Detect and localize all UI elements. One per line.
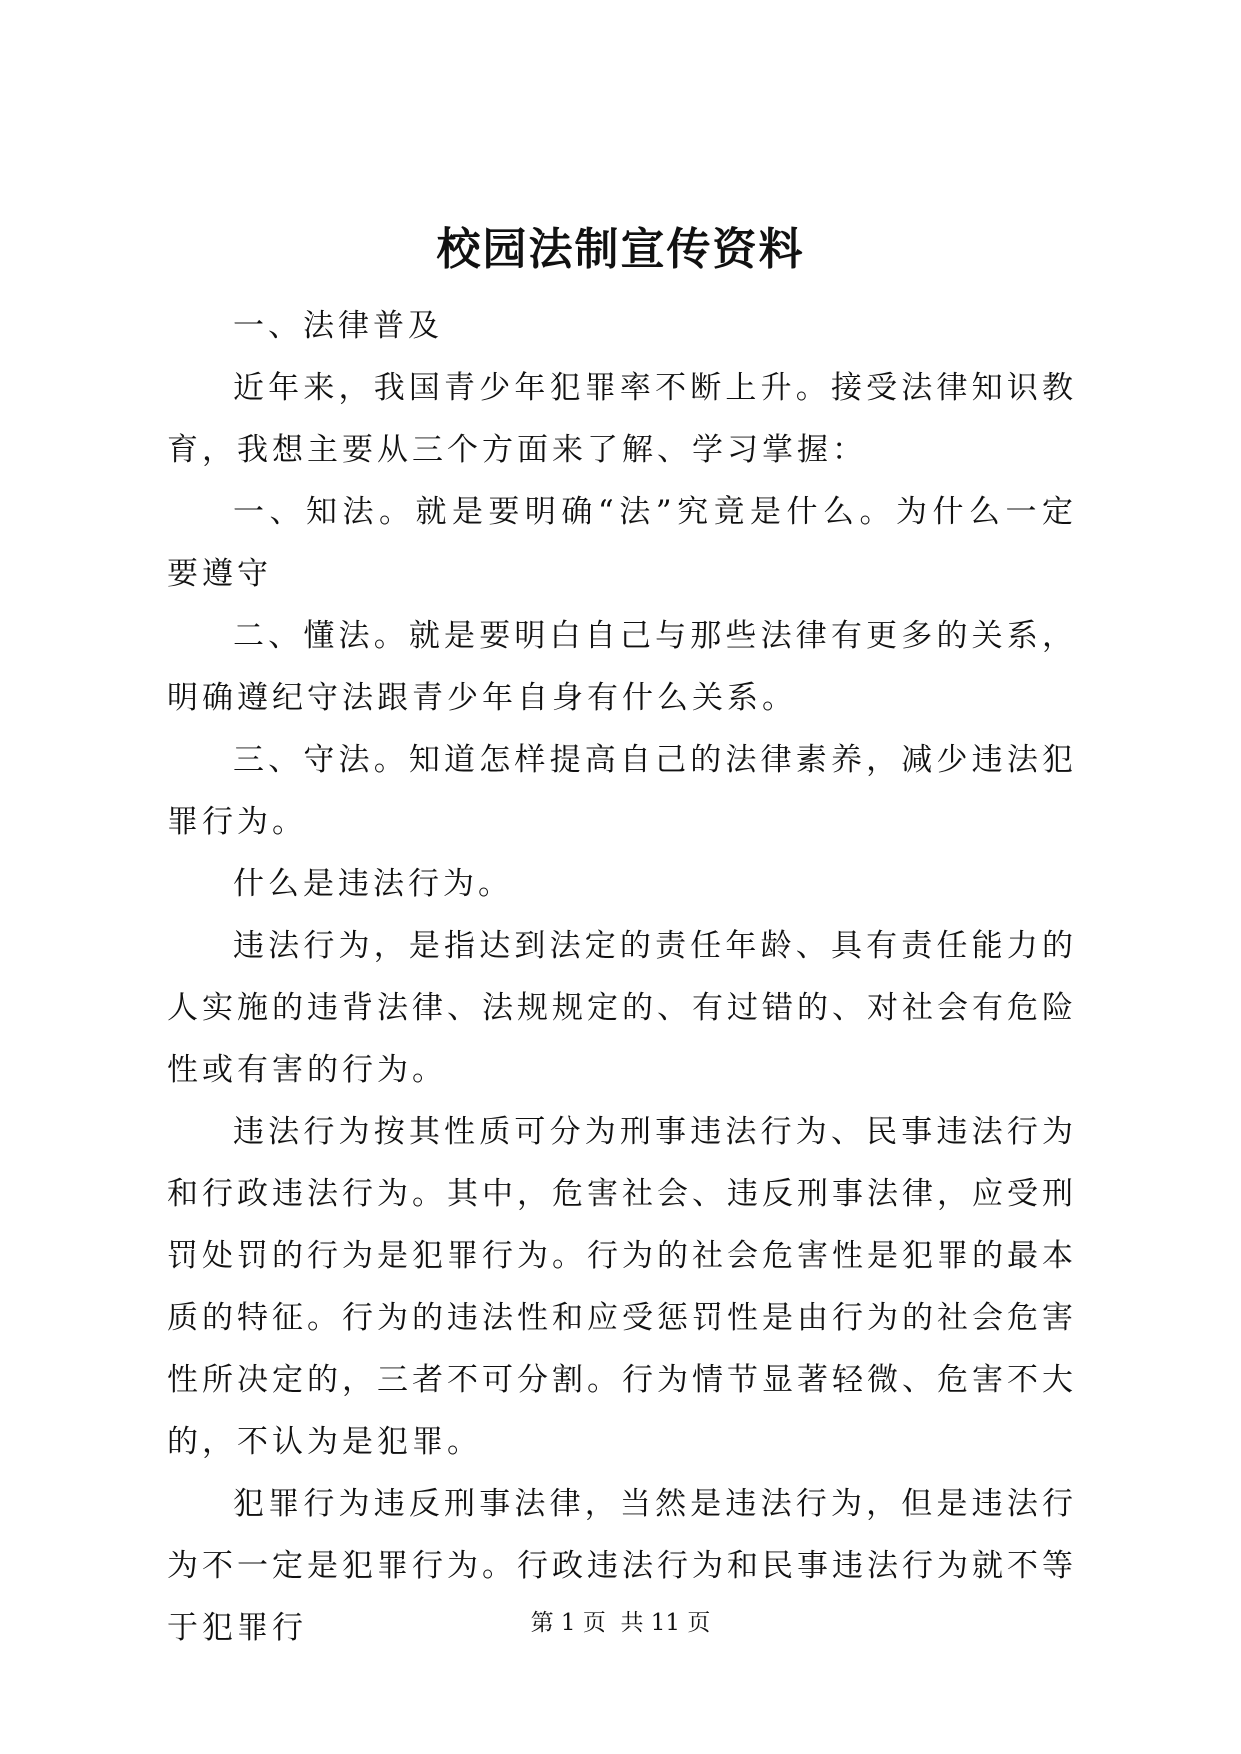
paragraph: 三、守法。知道怎样提高自己的法律素养，减少违法犯罪行为。 (167, 742, 1077, 840)
document-title: 校园法制宣传资料 (436, 224, 805, 275)
paragraph: 一、法律普及 (233, 308, 443, 344)
paragraph: 什么是违法行为。 (233, 866, 513, 902)
paragraph: 违法行为，是指达到法定的责任年龄、具有责任能力的人实施的违背法律、法规规定的、有过错的、对社会有危险性或有害的行为。 (167, 928, 1077, 1088)
paragraph: 二、懂法。就是要明白自己与那些法律有更多的关系，明确遵纪守法跟青少年自身有什么关系。 (167, 618, 1077, 716)
page-number-label: 第 1 页 共 11 页 (530, 1610, 711, 1636)
page-footer (0, 1608, 1241, 1638)
paragraph: 犯罪行为违反刑事法律，当然是违法行为，但是违法行为不一定是犯罪行为。行政违法行为和民事违法行为就不等于犯罪行 (167, 1486, 1077, 1646)
paragraph: 违法行为按其性质可分为刑事违法行为、民事违法行为和行政违法行为。其中，危害社会、违反刑事法律，应受刑罚处罚的行为是犯罪行为。行为的社会危害性是犯罪的最本质的特征。行为的违法性和应受惩罚性是由行为的社会危害性所决定的，三者不可分割。行为情节显著轻微、危害不大的，不认为是犯罪。 (167, 1114, 1077, 1460)
paragraph: 近年来，我国青少年犯罪率不断上升。接受法律知识教育，我想主要从三个方面来了解、学习掌握： (167, 370, 1077, 468)
document-body (167, 295, 1077, 1659)
paragraph: 一、知法。就是要明确“法”究竟是什么。为什么一定要遵守 (167, 494, 1077, 592)
